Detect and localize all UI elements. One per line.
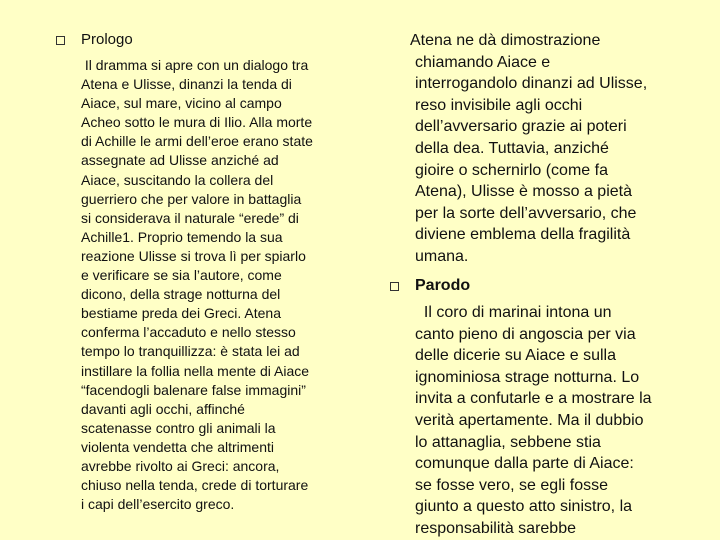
parodo-heading: Parodo (415, 277, 471, 294)
text-line: Aiace, sul mare, vicino al campo (81, 95, 282, 112)
text-line: tempo lo tranquillizza: è stata lei ad (81, 343, 300, 360)
atena-paragraph (410, 30, 700, 268)
text-line: della dea. Tuttavia, anziché (415, 139, 609, 157)
text-line: Il dramma si apre con un dialogo tra (81, 57, 309, 73)
text-line: responsabilità sarebbe (415, 519, 576, 537)
text-line: interrogandolo dinanzi ad Ulisse, (415, 75, 648, 93)
text-line: verità apertamente. Ma il dubbio (415, 411, 644, 429)
text-line: bestiame preda dei Greci. Atena (81, 305, 282, 322)
text-line: delle dicerie su Aiace e sulla (415, 347, 617, 365)
text-line: instillare la follia nella mente di Aiace (81, 362, 310, 379)
text-line: per la sorte dell’avversario, che (415, 204, 637, 222)
text-line: scatenasse contro gli animali la (81, 419, 276, 436)
text-line: “facendogli balenare false immagini” (81, 381, 306, 398)
text-line: comunque dalla parte di Aiace: (415, 455, 634, 473)
parodo-paragraph (415, 302, 705, 540)
text-line: giunto a questo atto sinistro, la (415, 498, 633, 516)
text-line: dicono, della strage notturna del (81, 286, 281, 303)
text-line: reazione Ulisse si trova lì per spiarlo (81, 247, 306, 264)
text-line: Atena ne dà dimostrazione (410, 32, 601, 49)
text-line: i capi dell’esercito greco. (81, 496, 235, 513)
text-line: invita a confutarle e a mostrare la (415, 390, 652, 408)
text-line: lo attanaglia, sebbene stia (415, 433, 601, 451)
text-line: reso invisibile agli occhi (415, 96, 583, 114)
text-line: canto pieno di angoscia per via (415, 325, 636, 343)
prologo-heading: Prologo (81, 31, 133, 48)
text-line: conferma l’accaduto e nello stesso (81, 324, 296, 341)
text-line: davanti agli occhi, affinché (81, 400, 245, 417)
text-line: Atena), Ulisse è mosso a pietà (415, 183, 632, 201)
text-line: guerriero che per valore in battaglia (81, 190, 302, 207)
text-line: diviene emblema della fragilità (415, 226, 631, 244)
text-line: violenta vendetta che altrimenti (81, 438, 274, 455)
text-line: e verificare se sia l’autore, come (81, 267, 282, 284)
text-line: Aiace, suscitando la collera del (81, 171, 274, 188)
text-line: dell’avversario grazie ai poteri (415, 118, 627, 136)
prologo-paragraph (81, 56, 361, 514)
text-line: Atena e Ulisse, dinanzi la tenda di (81, 76, 292, 93)
text-line: chiuso nella tenda, crede di torturare (81, 477, 309, 494)
text-line: avrebbe rivolto ai Greci: ancora, (81, 457, 280, 474)
text-line: ignominiosa strage notturna. Lo (415, 368, 640, 386)
text-line: Acheo sotto le mura di Ilio. Alla morte (81, 114, 313, 131)
bullet-square-icon (390, 282, 399, 291)
text-line: di Achille le armi dell’eroe erano state (81, 133, 313, 150)
text-line: Il coro di marinai intona un (415, 304, 612, 321)
bullet-square-icon (56, 36, 65, 45)
text-line: si considerava il naturale “erede” di (81, 209, 299, 226)
text-line: Achille1. Proprio temendo la sua (81, 228, 283, 245)
text-line: umana. (415, 247, 469, 265)
text-line: assegnate ad Ulisse anziché ad (81, 152, 279, 169)
text-line: gioire o schernirlo (come fa (415, 161, 608, 179)
text-line: chiamando Aiace e (415, 53, 551, 71)
text-line: se fosse vero, se egli fosse (415, 476, 608, 494)
